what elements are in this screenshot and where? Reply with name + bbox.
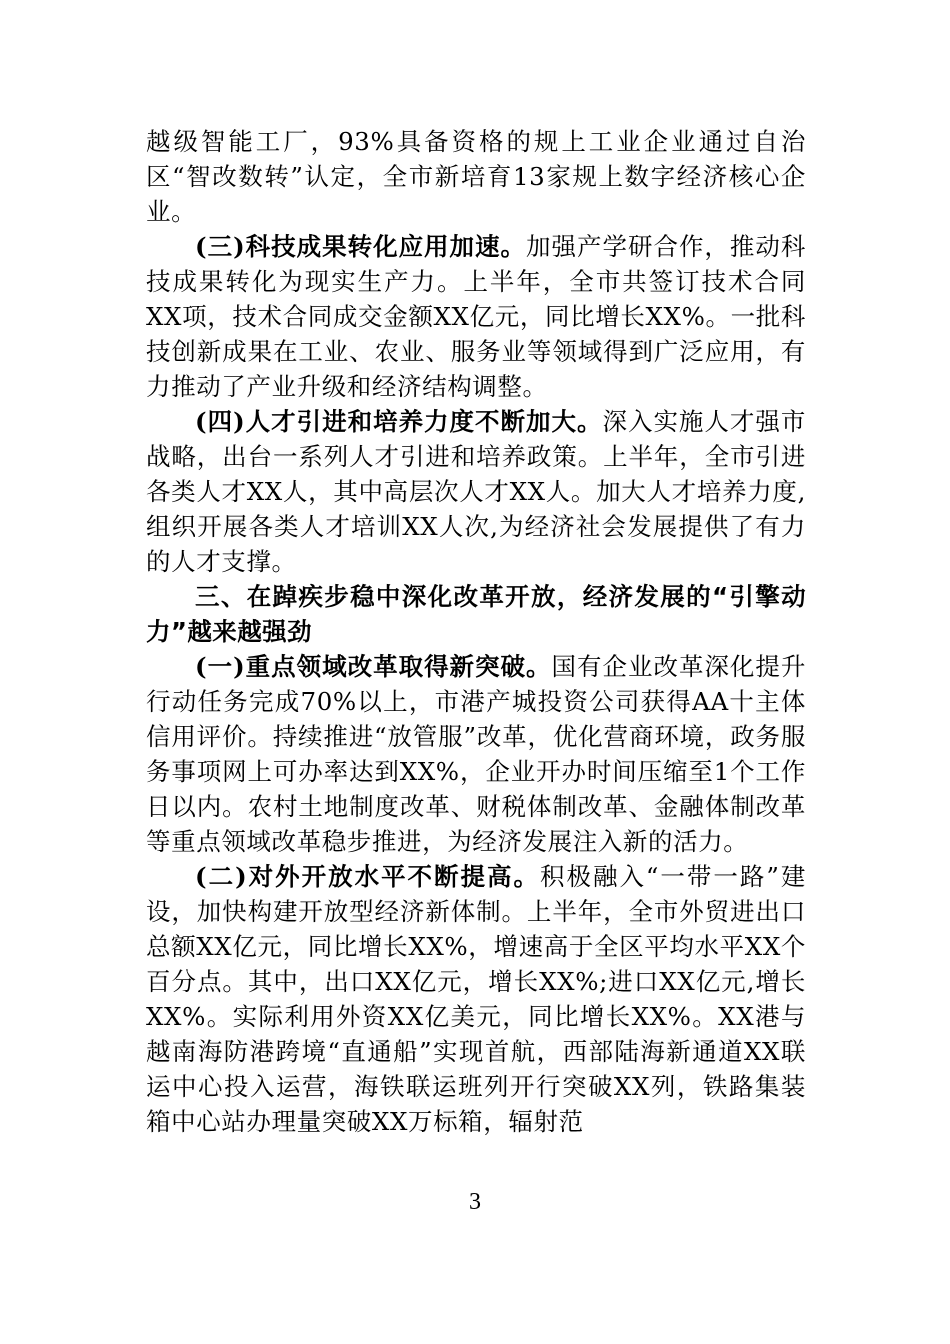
paragraph-reform (146, 649, 806, 859)
section-heading: 三、在踔疾步稳中深化改革开放，经济发展的“引擎动力”越来越强劲 (146, 582, 806, 646)
paragraph-lead: (四)人才引进和培养力度不断加大。 (195, 407, 603, 436)
paragraph-text: 积极融入“一带一路”建设，加快构建开放型经济新体制。上半年，全市外贸进出口总额XX亿元，同比增长XX%，增速高于全区平均水平XX个百分点。其中，出口XX亿元，增长XX%;进口XX亿元,增长XX%。实际利用外资XX亿美元，同比增长XX%。XX港与越南海防港跨境“直通船”实现首航，西部陆海新通道XX联运中心投入运营，海铁联运班列开行突破XX列，铁路集装箱中心站办理量突破XX万标箱，辐射范 (146, 862, 806, 1136)
page-number: 3 (469, 1189, 481, 1215)
paragraph-lead: (一)重点领域改革取得新突破。 (195, 652, 552, 681)
paragraph-text: 国有企业改革深化提升行动任务完成70%以上，市港产城投资公司获得AA十主体信用评价。持续推进“放管服”改革，优化营商环境，政务服务事项网上可办率达到XX%，企业开办时间压缩至1个工作日以内。农村土地制度改革、财税体制改革、金融体制改革等重点领域改革稳步推进，为经济发展注入新的活力。 (146, 652, 807, 856)
paragraph-talent (146, 404, 806, 579)
paragraph-opening-up (146, 859, 806, 1139)
paragraph-text: 深入实施人才强市战略，出台一系列人才引进和培养政策。上半年，全市引进各类人才XX人，其中高层次人才XX人。加大人才培养力度,组织开展各类人才培训XX人次,为经济社会发展提供了有力的人才支撑。 (146, 407, 806, 576)
paragraph-continued (146, 124, 806, 229)
paragraph-text: 越级智能工厂，93%具备资格的规上工业企业通过自治区“智改数转”认定，全市新培育13家规上数字经济核心企业。 (146, 127, 806, 226)
paragraph-lead: (三)科技成果转化应用加速。 (195, 232, 527, 261)
paragraph-tech-transfer (146, 229, 806, 404)
document-body (146, 124, 806, 1139)
paragraph-text: 加强产学研合作，推动科技成果转化为现实生产力。上半年，全市共签订技术合同XX项，技术合同成交金额XX亿元，同比增长XX%。一批科技创新成果在工业、农业、服务业等领域得到广泛应用，有力推动了产业升级和经济结构调整。 (146, 232, 806, 401)
paragraph-lead: (二)对外开放水平不断提高。 (195, 862, 540, 891)
